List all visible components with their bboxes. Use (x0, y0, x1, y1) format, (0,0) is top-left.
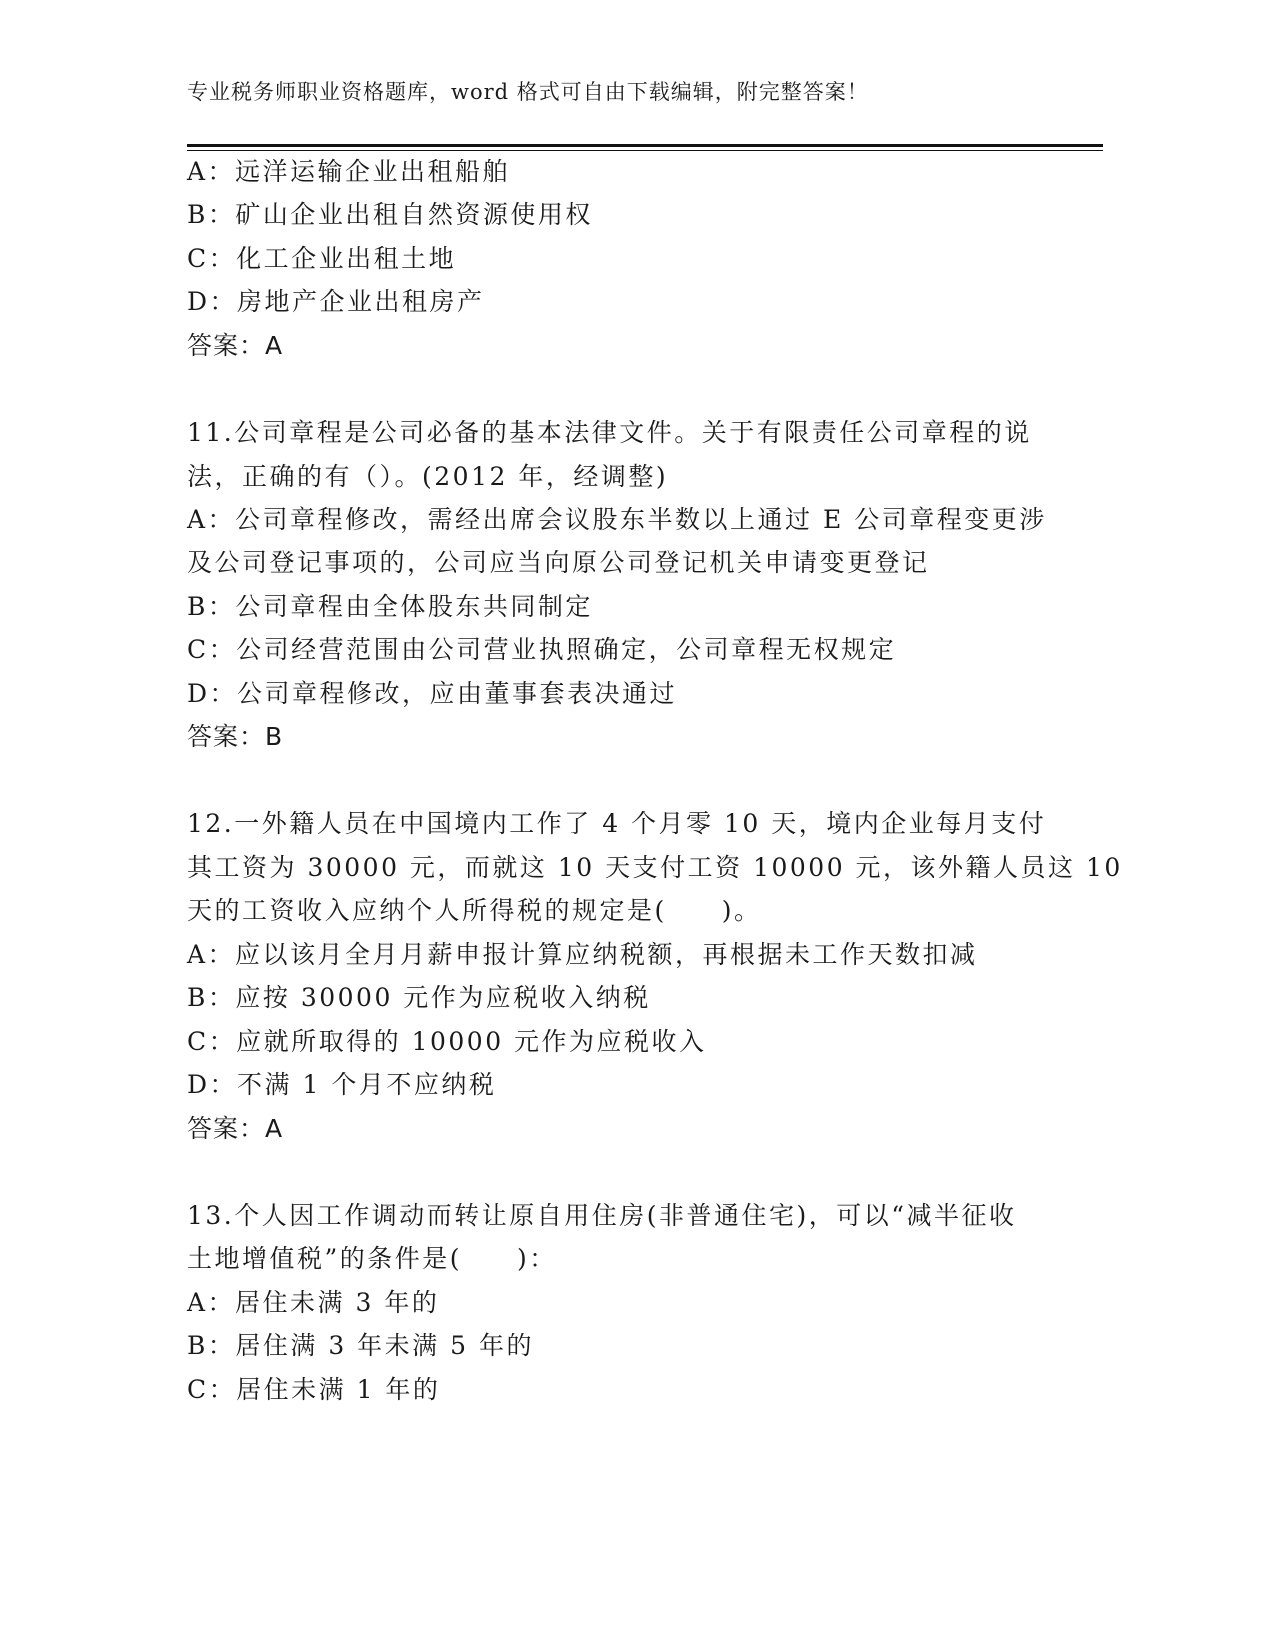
q12-option-c: C：应就所取得的 10000 元作为应税收入 (187, 1027, 707, 1056)
q12-option-b: B：应按 30000 元作为应税收入纳税 (187, 983, 651, 1012)
q12-stem-line-2: 其工资为 30000 元，而就这 10 天支付工资 10000 元，该外籍人员这 10 (187, 853, 1123, 882)
q10-option-a: A：远洋运输企业出租船舶 (187, 157, 511, 186)
q12-answer: 答案：A (187, 1114, 284, 1143)
q11-answer: 答案：B (187, 722, 284, 751)
q11-option-c: C：公司经营范围由公司营业执照确定，公司章程无权规定 (187, 635, 897, 664)
q13-option-c: C：居住未满 1 年的 (187, 1375, 441, 1404)
q13-option-b: B：居住满 3 年未满 5 年的 (187, 1331, 534, 1360)
q11-option-b: B：公司章程由全体股东共同制定 (187, 592, 593, 621)
page-header: 专业税务师职业资格题库，word 格式可自由下载编辑，附完整答案！ (187, 80, 869, 104)
q11-stem-line-2: 法，正确的有（）。(2012 年，经调整) (187, 462, 669, 491)
q11-option-d: D：公司章程修改，应由董事套表决通过 (187, 679, 678, 708)
q11-option-a-continued: 及公司登记事项的，公司应当向原公司登记机关申请变更登记 (187, 548, 930, 577)
q12-option-d: D：不满 1 个月不应纳税 (187, 1070, 497, 1099)
q10-option-d: D：房地产企业出租房产 (187, 287, 485, 316)
q12-stem-line-3: 天的工资收入应纳个人所得税的规定是( )。 (187, 896, 762, 925)
q13-stem-line-2: 土地增值税”的条件是( )： (187, 1244, 557, 1273)
header-rule-thick (187, 144, 1103, 147)
q13-option-a: A：居住未满 3 年的 (187, 1288, 440, 1317)
q10-answer: 答案：A (187, 331, 284, 360)
q10-option-b: B：矿山企业出租自然资源使用权 (187, 200, 593, 229)
q10-option-c: C：化工企业出租土地 (187, 244, 457, 273)
q11-stem-line-1: 11.公司章程是公司必备的基本法律文件。关于有限责任公司章程的说 (187, 418, 1032, 447)
q11-option-a: A：公司章程修改，需经出席会议股东半数以上通过 E 公司章程变更涉 (187, 505, 1047, 534)
q12-option-a: A：应以该月全月月薪申报计算应纳税额，再根据未工作天数扣减 (187, 940, 978, 969)
q13-stem-line-1: 13.个人因工作调动而转让原自用住房(非普通住宅)，可以“减半征收 (187, 1201, 1017, 1230)
q12-stem-line-1: 12.一外籍人员在中国境内工作了 4 个月零 10 天，境内企业每月支付 (187, 809, 1047, 838)
